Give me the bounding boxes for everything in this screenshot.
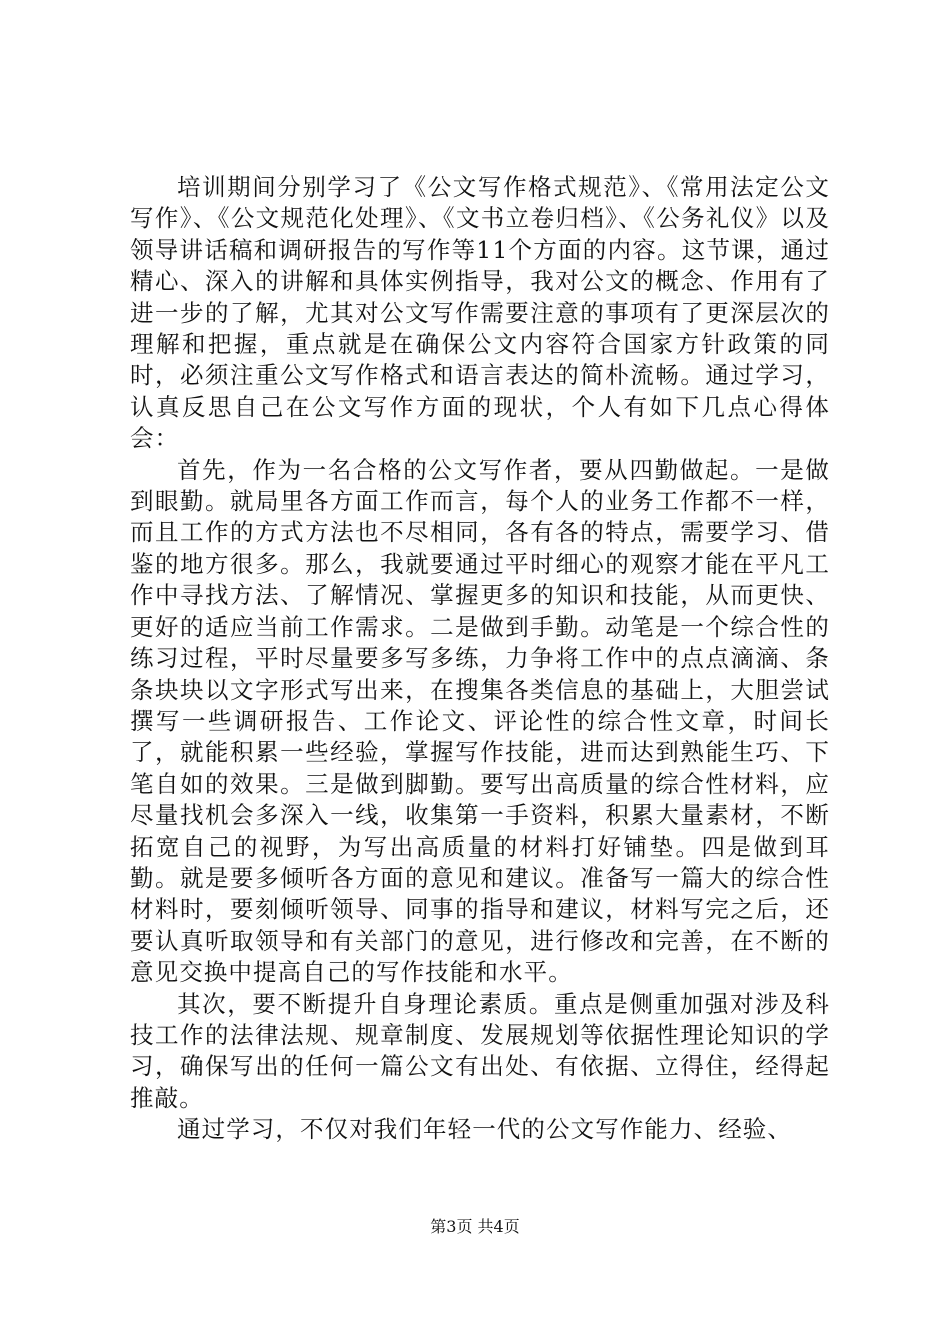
paragraph-conclusion: 通过学习，不仅对我们年轻一代的公文写作能力、经验、 bbox=[177, 1115, 792, 1144]
paragraph-four-diligences: 首先，作为一名合格的公文写作者，要从四勤做起。一是做到眼勤。就局里各方面工作而言，每个人的业务工作都不一样，而且工作的方式方法也不尽相同，各有各的特点，需要学习、借鉴的地方很多。那么，我就要通过平时细心的观察才能在平凡工作中寻找方法、了解情况、掌握更多的知识和技能，从而更快、更好的适应当前工作需求。二是做到手勤。动笔是一个综合性的练习过程，平时尽量要多写多练，力争将工作中的点点滴滴、条条块块以文字形式写出来，在搜集各类信息的基础上，大胆尝试撰写一些调研报告、工作论文、评论性的综合性文章，时间长了，就能积累一些经验，掌握写作技能，进而达到熟能生巧、下笔自如的效果。三是做到脚勤。要写出高质量的综合性材料，应尽量找机会多深入一线，收集第一手资料，积累大量素材，不断拓宽自己的视野，为写出高质量的材料打好铺垫。四是做到耳勤。就是要多倾听各方面的意见和建议。准备写一篇大的综合性材料时，要刻倾听领导、同事的指导和建议，材料写完之后，还要认真听取领导和有关部门的意见，进行修改和完善，在不断的意见交换中提高自己的写作技能和水平。 bbox=[130, 455, 830, 987]
paragraph-theory: 其次，要不断提升自身理论素质。重点是侧重加强对涉及科技工作的法律法规、规章制度、发展规划等依据性理论知识的学习，确保写出的任何一篇公文有出处、有依据、立得住，经得起推敲。 bbox=[130, 989, 830, 1112]
paragraph-intro: 培训期间分别学习了《公文写作格式规范》、《常用法定公文写作》、《公文规范化处理》、《文书立卷归档》、《公务礼仪》以及领导讲话稿和调研报告的写作等11个方面的内容。这节课，通过精心、深入的讲解和具体实例指导，我对公文的概念、作用有了进一步的了解，尤其对公文写作需要注意的事项有了更深层次的理解和把握，重点就是在确保公文内容符合国家方针政策的同时，必须注重公文写作格式和语言表达的简朴流畅。通过学习，认真反思自己在公文写作方面的现状，个人有如下几点心得体会： bbox=[130, 173, 830, 453]
document-body bbox=[130, 172, 830, 1146]
page-number-footer: 第3页 共4页 bbox=[430, 1217, 520, 1236]
